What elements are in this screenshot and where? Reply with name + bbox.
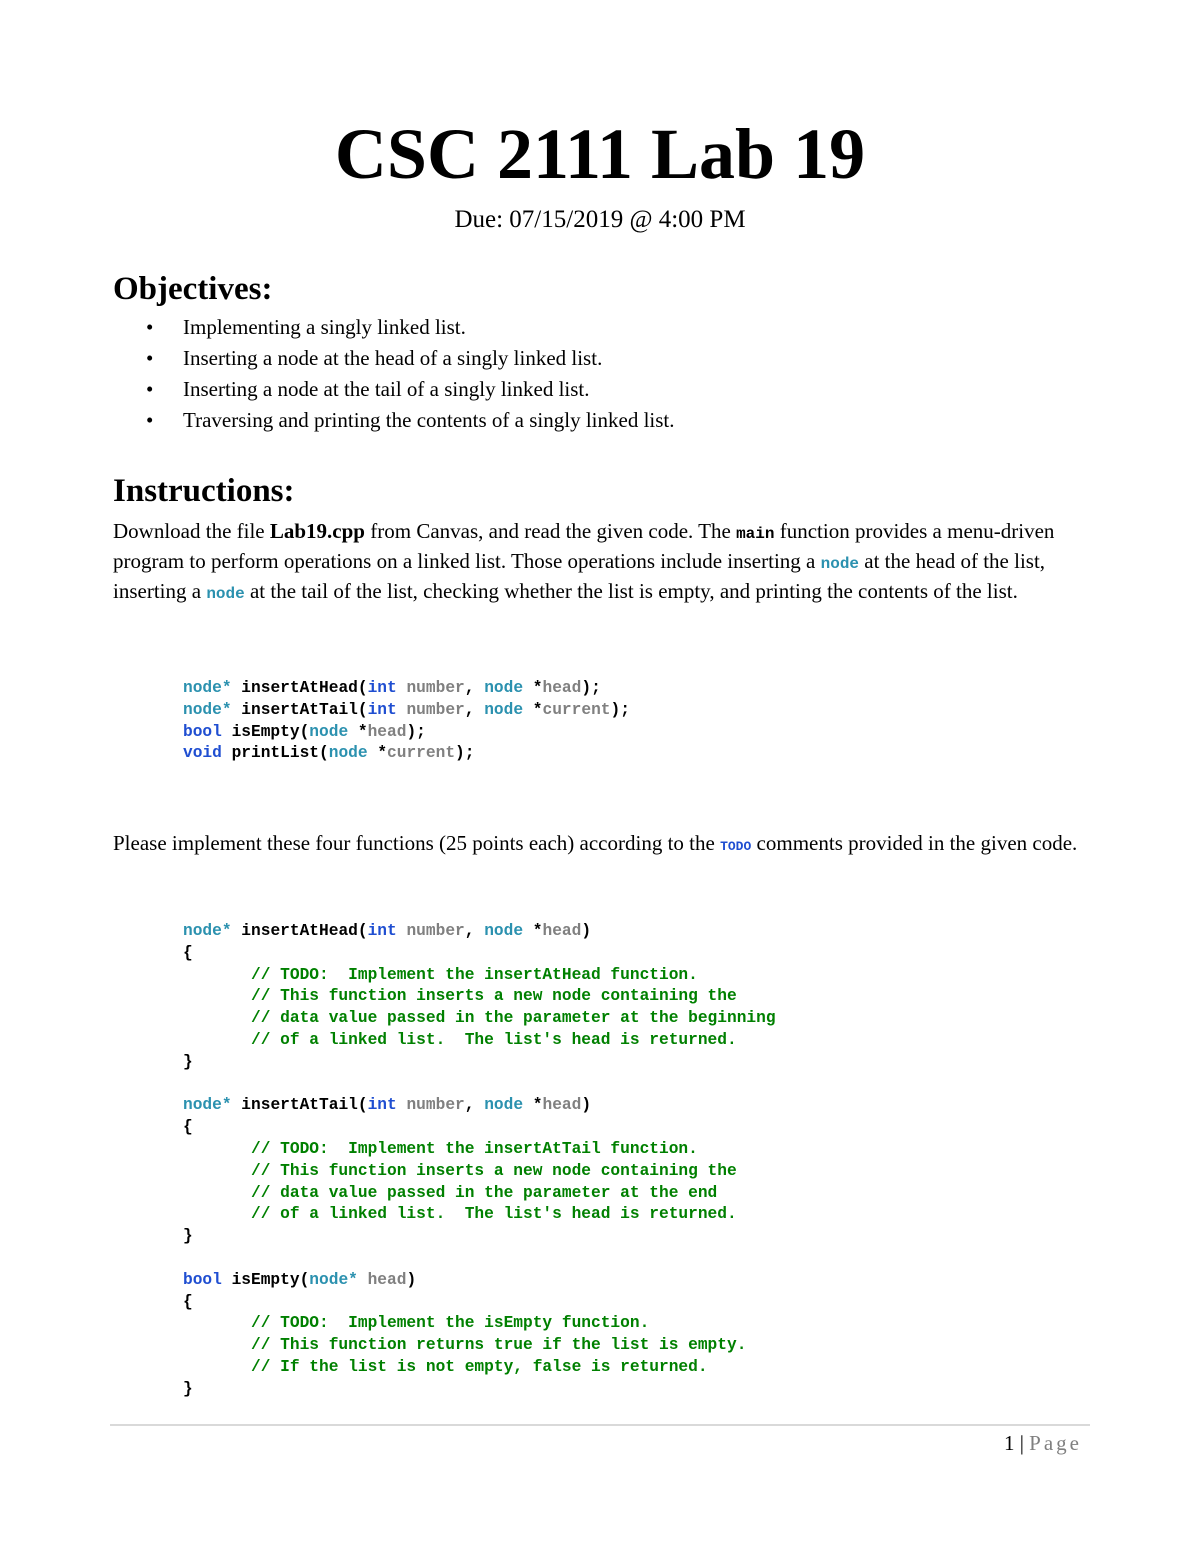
inline-code-main: main (736, 525, 775, 543)
inline-code-todo: TODO (720, 839, 752, 854)
code-line: { (183, 1118, 193, 1137)
code-line (183, 1248, 776, 1270)
bullet: • (146, 315, 154, 339)
due-date: Due: 07/15/2019 @ 4:00 PM (454, 206, 746, 233)
inline-code-node: node (820, 555, 860, 573)
code-line: // If the list is not empty, false is returned. (251, 1357, 708, 1376)
text: at the head of the list, inserting a (113, 549, 1046, 603)
page-title: CSC 2111 Lab 19 (334, 114, 866, 194)
inline-code-node: node (206, 585, 245, 603)
list-item (113, 343, 1113, 374)
code-line: void printList(node *current); (183, 744, 475, 763)
page-label: Page (1029, 1431, 1082, 1455)
bullet: • (146, 377, 154, 401)
code-line: { (183, 1292, 193, 1311)
code-line: node* insertAtHead(int number, node *head) (183, 922, 592, 940)
objective-text: Inserting a node at the tail of a singly linked list. (183, 377, 590, 401)
page-footer (1004, 1430, 1082, 1456)
objective-text: Inserting a node at the head of a singly linked list. (183, 346, 603, 370)
code-line: node* insertAtTail(int number, node *head) (183, 1096, 592, 1115)
code-line: { (183, 943, 193, 962)
functions-code-block (183, 921, 776, 1401)
objectives-heading: Objectives: (113, 271, 273, 307)
code-line: // of a linked list. The list's head is returned. (251, 1205, 737, 1224)
code-line: // data value passed in the parameter at the end (251, 1183, 718, 1202)
code-line: node* insertAtHead(int number, node *head); (183, 679, 601, 697)
prototypes-code-block (183, 678, 630, 765)
filename: Lab19.cpp (269, 519, 365, 543)
text: Download the file (113, 519, 270, 543)
code-line: // data value passed in the parameter at the beginning (251, 1009, 776, 1028)
text: comments provided in the given code. (751, 831, 1078, 855)
code-line: } (183, 1227, 193, 1246)
text: at the tail of the list, checking whether the list is empty, and printing the contents of the list. (244, 579, 1018, 603)
code-line: // This function inserts a new node containing the (251, 1161, 737, 1180)
code-line: // of a linked list. The list's head is returned. (251, 1030, 737, 1049)
bullet: • (146, 346, 154, 370)
code-line: } (183, 1379, 193, 1398)
footer-separator: | (1014, 1431, 1030, 1455)
list-item (113, 374, 1113, 405)
code-line: // TODO: Implement the insertAtHead function. (251, 965, 698, 984)
instructions-paragraph (113, 518, 1093, 608)
text: Please implement these four functions (25 points each) according to the (113, 831, 721, 855)
code-line: // TODO: Implement the insertAtTail function. (251, 1139, 698, 1158)
bullet: • (146, 408, 154, 432)
code-line: // This function inserts a new node containing the (251, 987, 737, 1006)
code-line: node* insertAtTail(int number, node *current); (183, 700, 630, 719)
objective-text: Implementing a singly linked list. (183, 315, 466, 339)
text: from Canvas, and read the given code. The (365, 519, 737, 543)
code-line: } (183, 1052, 193, 1071)
list-item (113, 312, 1113, 343)
instructions-heading: Instructions: (113, 473, 295, 509)
page-number: 1 (1003, 1431, 1015, 1455)
code-line: // This function returns true if the list is empty. (251, 1336, 747, 1355)
implementation-paragraph (113, 828, 1093, 862)
code-line (183, 1074, 776, 1096)
objective-text: Traversing and printing the contents of a singly linked list. (183, 408, 675, 432)
footer-divider (110, 1424, 1090, 1426)
objectives-list (113, 312, 1113, 436)
text: function provides a menu-driven program to perform operations on a linked list. Those operations include inserting a (113, 519, 1055, 573)
code-line: bool isEmpty(node* head) (183, 1270, 417, 1289)
list-item (113, 405, 1113, 436)
code-line: // TODO: Implement the isEmpty function. (251, 1314, 650, 1333)
code-line: bool isEmpty(node *head); (183, 722, 426, 741)
